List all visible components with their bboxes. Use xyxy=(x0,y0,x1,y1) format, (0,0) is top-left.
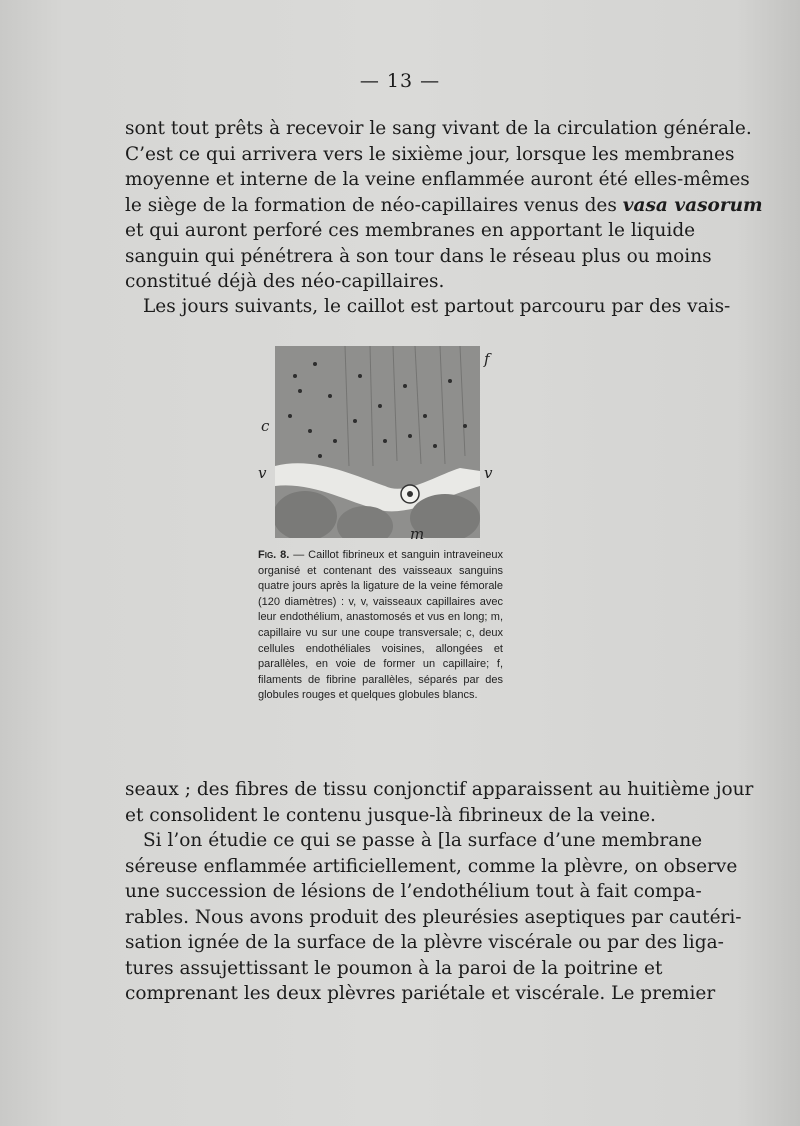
figure-caption xyxy=(258,548,503,704)
figure-label-c: c xyxy=(261,417,270,435)
histology-drawing xyxy=(275,346,480,538)
text-line: rables. Nous avons produit des pleurésies aseptiques par cautéri- xyxy=(125,906,742,928)
text-line: séreuse enflammée artificiellement, comme la plèvre, on observe xyxy=(125,855,738,877)
text-line: comprenant les deux plèvres pariétale et viscérale. Le premier xyxy=(125,983,716,1004)
figure-label-v-left: v xyxy=(258,464,267,482)
figure-label-f: f xyxy=(484,350,490,368)
figure-label-v-right: v xyxy=(484,464,493,482)
text-line: et qui auront perforé ces membranes en apportant le liquide xyxy=(125,220,696,241)
paragraph-2 xyxy=(125,294,731,320)
text-line: et consolident le contenu jusque-là fibrineux de la veine. xyxy=(125,804,656,826)
paragraph-4 xyxy=(125,828,742,1007)
caption-title: Fig. 8. xyxy=(258,549,290,561)
text-line: Les jours suivants, le caillot est partout parcouru par des vais- xyxy=(143,296,731,317)
text-line: tures assujettissant le poumon à la paroi de la poitrine et xyxy=(125,957,663,979)
text-line: C’est ce qui arrivera vers le sixième jour, lorsque les membranes xyxy=(125,143,735,165)
text-fragment: le siège de la formation de néo-capillaires venus des xyxy=(125,194,617,216)
paragraph-1 xyxy=(125,116,763,295)
page-number: — 13 — xyxy=(359,70,441,92)
emphasis-vasa-vasorum: vasa vasorum xyxy=(622,194,763,216)
text-line: sanguin qui pénétrera à son tour dans le réseau plus ou moins xyxy=(125,245,712,267)
figure-8-illustration xyxy=(275,346,480,538)
text-line: une succession de lésions de l’endothélium tout à fait compa- xyxy=(125,881,702,902)
text-line: moyenne et interne de la veine enflammée auront été elles-mêmes xyxy=(125,169,750,190)
text-line: sont tout prêts à recevoir le sang vivant de la circulation générale. xyxy=(125,118,752,139)
paragraph-3 xyxy=(125,777,754,828)
figure-label-m: m xyxy=(410,525,425,543)
text-line: Si l’on étudie ce qui se passe à [la surface d’une membrane xyxy=(143,830,703,851)
text-line: seaux ; des fibres de tissu conjonctif apparaissent au huitième jour xyxy=(125,779,754,800)
text-line: sation ignée de la surface de la plèvre viscérale ou par des liga- xyxy=(125,932,724,953)
text-line-with-emphasis xyxy=(125,193,763,219)
text-line: constitué déjà des néo-capillaires. xyxy=(125,271,445,292)
caption-text: — Caillot fibrineux et sanguin intraveineux organisé et contenant des vaisseaux sanguins quatre jours après la ligature de la veine fémorale (120 diamètres) : v, v, vaisseaux capillaires avec leur endothélium, anastomosés et vus en long; m, capillaire vu sur une coupe transversale; c, deux cellules endothéliales voisines, allongées et parallèles, en voie de former un capillaire; f, filaments de fibrine parallèles, séparés par des globules rouges et quelques globules blancs. xyxy=(258,549,503,702)
